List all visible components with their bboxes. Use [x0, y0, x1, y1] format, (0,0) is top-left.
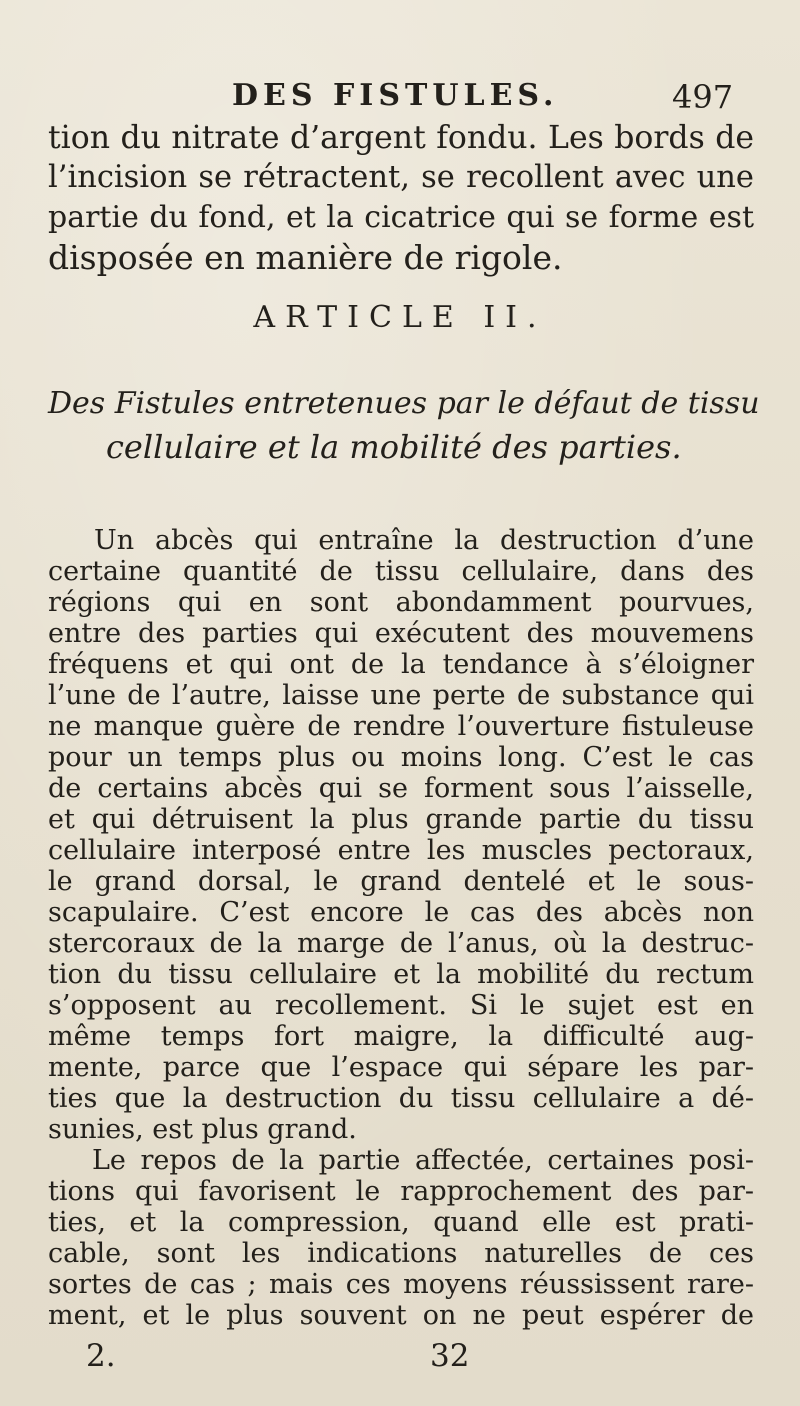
article-heading: ARTICLE II.: [253, 300, 547, 335]
text-line: pour un temps plus ou moins long. C’est le cas: [48, 742, 754, 773]
signature-mark: 2.: [86, 1338, 116, 1374]
text-line: certaine quantité de tissu cellulaire, dans des: [48, 556, 754, 587]
text-line: s’opposent au recollement. Si le sujet est en: [48, 990, 754, 1021]
text-line: de certains abcès qui se forment sous l’aisselle,: [48, 773, 754, 804]
text-line: mente, parce que l’espace qui sépare les par-: [48, 1052, 754, 1083]
text-line: sunies, est plus grand.: [48, 1114, 357, 1145]
text-line: ne manque guère de rendre l’ouverture fistuleuse: [48, 711, 754, 742]
text-line: Le repos de la partie affectée, certaines posi-: [92, 1145, 754, 1176]
text-line: tions qui favorisent le rapprochement des par-: [48, 1176, 754, 1207]
text-line: scapulaire. C’est encore le cas des abcès non: [48, 897, 754, 928]
text-line: régions qui en sont abondamment pourvues,: [48, 587, 754, 618]
text-line: stercoraux de la marge de l’anus, où la destruc-: [48, 928, 754, 959]
page-number: 497: [672, 78, 734, 116]
text-line: tion du tissu cellulaire et la mobilité du rectum: [48, 959, 754, 990]
running-head: DES FISTULES.: [232, 78, 559, 113]
text-line: fréquens et qui ont de la tendance à s’éloigner: [48, 649, 754, 680]
text-line: ties, et la compression, quand elle est prati-: [48, 1207, 754, 1238]
text-line: tion du nitrate d’argent fondu. Les bords de: [48, 120, 754, 156]
text-line: entre des parties qui exécutent des mouvemens: [48, 618, 754, 649]
text-line: ties que la destruction du tissu cellulaire a dé-: [48, 1083, 754, 1114]
text-line: cellulaire interposé entre les muscles pectoraux,: [48, 835, 754, 866]
text-line: disposée en manière de rigole.: [48, 238, 563, 277]
text-line: l’incision se rétractent, se recollent avec une: [48, 160, 754, 195]
text-line: cable, sont les indications naturelles de ces: [48, 1238, 754, 1269]
text-line: ment, et le plus souvent on ne peut espérer de: [48, 1300, 754, 1331]
page-footer: [0, 1338, 800, 1382]
text-line: l’une de l’autre, laisse une perte de substance qui: [48, 680, 754, 711]
subtitle-line: Des Fistules entretenues par le défaut de tissu: [48, 386, 760, 421]
subtitle-line: cellulaire et la mobilité des parties.: [106, 428, 682, 466]
page-header: [0, 78, 800, 118]
text-line: sortes de cas ; mais ces moyens réussissent rare-: [48, 1269, 754, 1300]
text-line: Un abcès qui entraîne la destruction d’une: [94, 525, 754, 556]
catchword: 32: [430, 1338, 470, 1374]
text-line: partie du fond, et la cicatrice qui se forme est: [48, 200, 754, 235]
text-line: le grand dorsal, le grand dentelé et le sous-: [48, 866, 754, 897]
text-line: et qui détruisent la plus grande partie du tissu: [48, 804, 754, 835]
text-line: même temps fort maigre, la difficulté aug-: [48, 1021, 754, 1052]
